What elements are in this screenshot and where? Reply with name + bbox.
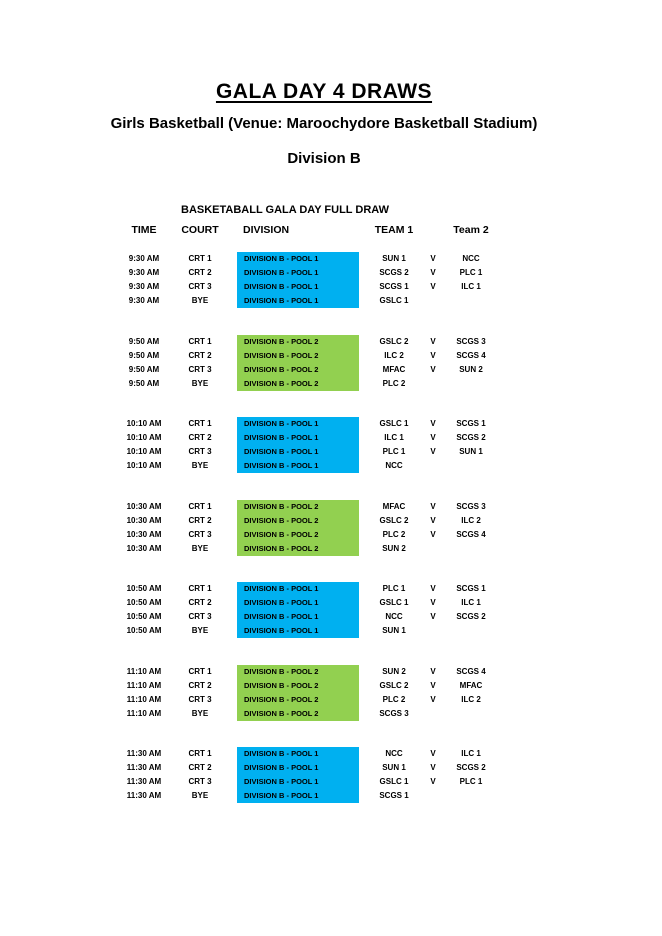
- schedule-row: [0, 747, 500, 761]
- versus-cell: V: [430, 584, 436, 593]
- time-cell: 10:30 AM: [126, 529, 162, 539]
- time-cell: 9:30 AM: [128, 268, 160, 277]
- versus-cell: V: [430, 694, 436, 704]
- team2-cell: SCGS 3: [456, 336, 486, 346]
- team2-cell: SUN 2: [459, 364, 483, 374]
- schedule-row: [0, 294, 500, 308]
- division-cell: DIVISION B - POOL 1: [237, 431, 359, 445]
- versus-cell: V: [430, 433, 436, 442]
- team1-cell: SCGS 1: [379, 791, 409, 800]
- division-cell: DIVISION B - POOL 1: [237, 624, 359, 638]
- schedule-block: [0, 747, 500, 803]
- team1-cell: GSLC 2: [379, 680, 409, 690]
- team2-cell: ILC 2: [461, 515, 481, 525]
- versus-cell: V: [430, 598, 436, 607]
- division-cell: DIVISION B - POOL 1: [237, 582, 359, 596]
- court-cell: CRT 3: [188, 694, 212, 704]
- time-cell: 10:50 AM: [126, 584, 162, 593]
- schedule-blocks: [0, 252, 500, 830]
- division-cell: DIVISION B - POOL 1: [237, 266, 359, 280]
- court-cell: CRT 1: [188, 419, 212, 428]
- court-cell: CRT 3: [188, 364, 212, 374]
- schedule-block: [0, 500, 500, 556]
- versus-cell: V: [430, 777, 436, 786]
- versus-cell: V: [430, 254, 436, 263]
- schedule-row: [0, 363, 500, 377]
- versus-cell: V: [430, 529, 436, 539]
- court-cell: BYE: [191, 461, 209, 470]
- division-cell: DIVISION B - POOL 1: [237, 445, 359, 459]
- schedule-row: [0, 679, 500, 693]
- team1-cell: SUN 1: [382, 254, 406, 263]
- court-cell: CRT 1: [188, 254, 212, 263]
- division-cell: DIVISION B - POOL 1: [237, 252, 359, 266]
- court-cell: CRT 1: [188, 666, 212, 676]
- time-cell: 9:30 AM: [128, 254, 160, 263]
- time-cell: 10:30 AM: [126, 543, 162, 553]
- team1-cell: NCC: [385, 749, 403, 758]
- time-cell: 10:30 AM: [126, 501, 162, 511]
- court-cell: CRT 1: [188, 749, 212, 758]
- court-cell: CRT 2: [188, 680, 212, 690]
- versus-cell: V: [430, 680, 436, 690]
- time-cell: 10:50 AM: [126, 612, 162, 621]
- court-cell: BYE: [191, 378, 209, 388]
- team2-cell: ILC 1: [461, 749, 481, 758]
- time-cell: 11:30 AM: [126, 791, 162, 800]
- team1-cell: GSLC 1: [379, 296, 409, 305]
- versus-cell: V: [430, 612, 436, 621]
- schedule-row: [0, 280, 500, 294]
- court-cell: CRT 1: [188, 336, 212, 346]
- division-cell: DIVISION B - POOL 1: [237, 280, 359, 294]
- time-cell: 11:10 AM: [126, 680, 162, 690]
- versus-cell: V: [430, 666, 436, 676]
- division-cell: DIVISION B - POOL 2: [237, 500, 359, 514]
- schedule-block: [0, 665, 500, 721]
- column-header-team1: TEAM 1: [374, 224, 414, 236]
- schedule-row: [0, 349, 500, 363]
- team2-cell: PLC 1: [459, 268, 483, 277]
- schedule-row: [0, 789, 500, 803]
- team1-cell: GSLC 1: [379, 598, 409, 607]
- team1-cell: PLC 2: [382, 378, 406, 388]
- team2-cell: MFAC: [459, 680, 483, 690]
- team2-cell: PLC 1: [459, 777, 483, 786]
- versus-cell: V: [430, 268, 436, 277]
- court-cell: BYE: [191, 708, 209, 718]
- team1-cell: NCC: [385, 461, 403, 470]
- page-title-text: GALA DAY 4 DRAWS: [215, 80, 433, 103]
- schedule-row: [0, 417, 500, 431]
- court-cell: CRT 3: [188, 282, 212, 291]
- column-header-division: DIVISION: [243, 224, 290, 236]
- versus-cell: V: [430, 515, 436, 525]
- court-cell: CRT 1: [188, 584, 212, 593]
- team2-cell: SCGS 2: [456, 763, 486, 772]
- court-cell: CRT 2: [188, 350, 212, 360]
- team2-cell: SCGS 1: [456, 584, 486, 593]
- division-cell: DIVISION B - POOL 2: [237, 377, 359, 391]
- court-cell: CRT 2: [188, 268, 212, 277]
- division-cell: DIVISION B - POOL 1: [237, 610, 359, 624]
- court-cell: CRT 2: [188, 598, 212, 607]
- column-header-court: COURT: [181, 224, 219, 236]
- time-cell: 10:50 AM: [126, 598, 162, 607]
- court-cell: CRT 1: [188, 501, 212, 511]
- division-cell: DIVISION B - POOL 2: [237, 693, 359, 707]
- team2-cell: SCGS 2: [456, 433, 486, 442]
- time-cell: 9:50 AM: [128, 336, 160, 346]
- division-cell: DIVISION B - POOL 2: [237, 363, 359, 377]
- schedule-row: [0, 528, 500, 542]
- page-title: [0, 80, 648, 104]
- division-cell: DIVISION B - POOL 2: [237, 542, 359, 556]
- team2-cell: SCGS 4: [456, 666, 486, 676]
- versus-cell: V: [430, 447, 436, 456]
- time-cell: 10:10 AM: [126, 419, 162, 428]
- schedule-row: [0, 514, 500, 528]
- schedule-row: [0, 693, 500, 707]
- schedule-block: [0, 252, 500, 308]
- team1-cell: NCC: [385, 612, 403, 621]
- team1-cell: GSLC 2: [379, 336, 409, 346]
- team1-cell: PLC 2: [382, 529, 406, 539]
- court-cell: CRT 3: [188, 529, 212, 539]
- court-cell: CRT 3: [188, 447, 212, 456]
- schedule-block: [0, 335, 500, 391]
- division-cell: DIVISION B - POOL 2: [237, 665, 359, 679]
- court-cell: CRT 2: [188, 433, 212, 442]
- time-cell: 9:50 AM: [128, 350, 160, 360]
- team1-cell: GSLC 2: [379, 515, 409, 525]
- versus-cell: V: [430, 336, 436, 346]
- schedule-row: [0, 542, 500, 556]
- division-cell: DIVISION B - POOL 1: [237, 747, 359, 761]
- team2-cell: SUN 1: [459, 447, 483, 456]
- division-cell: DIVISION B - POOL 2: [237, 707, 359, 721]
- schedule-row: [0, 445, 500, 459]
- team1-cell: MFAC: [382, 364, 406, 374]
- time-cell: 10:30 AM: [126, 515, 162, 525]
- schedule-row: [0, 665, 500, 679]
- team1-cell: SCGS 2: [379, 268, 409, 277]
- time-cell: 9:50 AM: [128, 364, 160, 374]
- team1-cell: PLC 1: [382, 447, 406, 456]
- team1-cell: PLC 2: [382, 694, 406, 704]
- team1-cell: SUN 2: [382, 666, 406, 676]
- table-header-row: [0, 223, 500, 237]
- time-cell: 11:10 AM: [126, 708, 162, 718]
- time-cell: 11:10 AM: [126, 694, 162, 704]
- team2-cell: SCGS 4: [456, 350, 486, 360]
- schedule-block: [0, 582, 500, 638]
- team1-cell: PLC 1: [382, 584, 406, 593]
- schedule-row: [0, 596, 500, 610]
- team1-cell: SCGS 1: [379, 282, 409, 291]
- schedule-row: [0, 500, 500, 514]
- time-cell: 11:10 AM: [126, 666, 162, 676]
- versus-cell: V: [430, 419, 436, 428]
- team2-cell: ILC 1: [461, 282, 481, 291]
- division-cell: DIVISION B - POOL 2: [237, 349, 359, 363]
- team1-cell: ILC 2: [384, 350, 404, 360]
- team1-cell: MFAC: [382, 501, 406, 511]
- division-cell: DIVISION B - POOL 1: [237, 417, 359, 431]
- division-cell: DIVISION B - POOL 1: [237, 775, 359, 789]
- time-cell: 11:30 AM: [126, 749, 162, 758]
- team2-cell: SCGS 3: [456, 501, 486, 511]
- schedule-row: [0, 252, 500, 266]
- time-cell: 10:10 AM: [126, 447, 162, 456]
- schedule-row: [0, 761, 500, 775]
- schedule-row: [0, 775, 500, 789]
- schedule-row: [0, 624, 500, 638]
- team1-cell: ILC 1: [384, 433, 404, 442]
- schedule-row: [0, 459, 500, 473]
- versus-cell: V: [430, 364, 436, 374]
- team2-cell: SCGS 2: [456, 612, 486, 621]
- court-cell: BYE: [191, 296, 209, 305]
- team1-cell: SUN 2: [382, 543, 406, 553]
- versus-cell: V: [430, 282, 436, 291]
- versus-cell: V: [430, 501, 436, 511]
- division-cell: DIVISION B - POOL 2: [237, 514, 359, 528]
- time-cell: 10:50 AM: [126, 626, 162, 635]
- versus-cell: V: [430, 350, 436, 360]
- division-cell: DIVISION B - POOL 2: [237, 335, 359, 349]
- time-cell: 9:50 AM: [128, 378, 160, 388]
- schedule-row: [0, 707, 500, 721]
- team1-cell: SUN 1: [382, 626, 406, 635]
- team2-cell: SCGS 4: [456, 529, 486, 539]
- time-cell: 10:10 AM: [126, 433, 162, 442]
- team1-cell: SUN 1: [382, 763, 406, 772]
- team2-cell: NCC: [462, 254, 480, 263]
- time-cell: 9:30 AM: [128, 296, 160, 305]
- column-header-time: TIME: [131, 224, 157, 236]
- team1-cell: SCGS 3: [379, 708, 409, 718]
- versus-cell: V: [430, 749, 436, 758]
- division-cell: DIVISION B - POOL 1: [237, 294, 359, 308]
- schedule-row: [0, 266, 500, 280]
- court-cell: CRT 2: [188, 763, 212, 772]
- column-header-team2: Team 2: [453, 224, 489, 236]
- division-title: Division B: [287, 150, 361, 167]
- schedule-row: [0, 582, 500, 596]
- table-title: BASKETABALL GALA DAY FULL DRAW: [181, 204, 389, 216]
- court-cell: CRT 3: [188, 612, 212, 621]
- schedule-row: [0, 377, 500, 391]
- schedule-block: [0, 417, 500, 473]
- court-cell: BYE: [191, 626, 209, 635]
- time-cell: 9:30 AM: [128, 282, 160, 291]
- versus-cell: V: [430, 763, 436, 772]
- schedule-row: [0, 335, 500, 349]
- court-cell: BYE: [191, 791, 209, 800]
- team1-cell: GSLC 1: [379, 419, 409, 428]
- time-cell: 11:30 AM: [126, 777, 162, 786]
- division-cell: DIVISION B - POOL 2: [237, 528, 359, 542]
- division-cell: DIVISION B - POOL 1: [237, 761, 359, 775]
- time-cell: 10:10 AM: [126, 461, 162, 470]
- court-cell: CRT 3: [188, 777, 212, 786]
- division-cell: DIVISION B - POOL 2: [237, 679, 359, 693]
- court-cell: CRT 2: [188, 515, 212, 525]
- division-cell: DIVISION B - POOL 1: [237, 459, 359, 473]
- page-subtitle: Girls Basketball (Venue: Maroochydore Basketball Stadium): [110, 115, 538, 132]
- division-cell: DIVISION B - POOL 1: [237, 789, 359, 803]
- schedule-row: [0, 431, 500, 445]
- court-cell: BYE: [191, 543, 209, 553]
- time-cell: 11:30 AM: [126, 763, 162, 772]
- team2-cell: SCGS 1: [456, 419, 486, 428]
- schedule-row: [0, 610, 500, 624]
- team1-cell: GSLC 1: [379, 777, 409, 786]
- team2-cell: ILC 2: [461, 694, 481, 704]
- division-cell: DIVISION B - POOL 1: [237, 596, 359, 610]
- team2-cell: ILC 1: [461, 598, 481, 607]
